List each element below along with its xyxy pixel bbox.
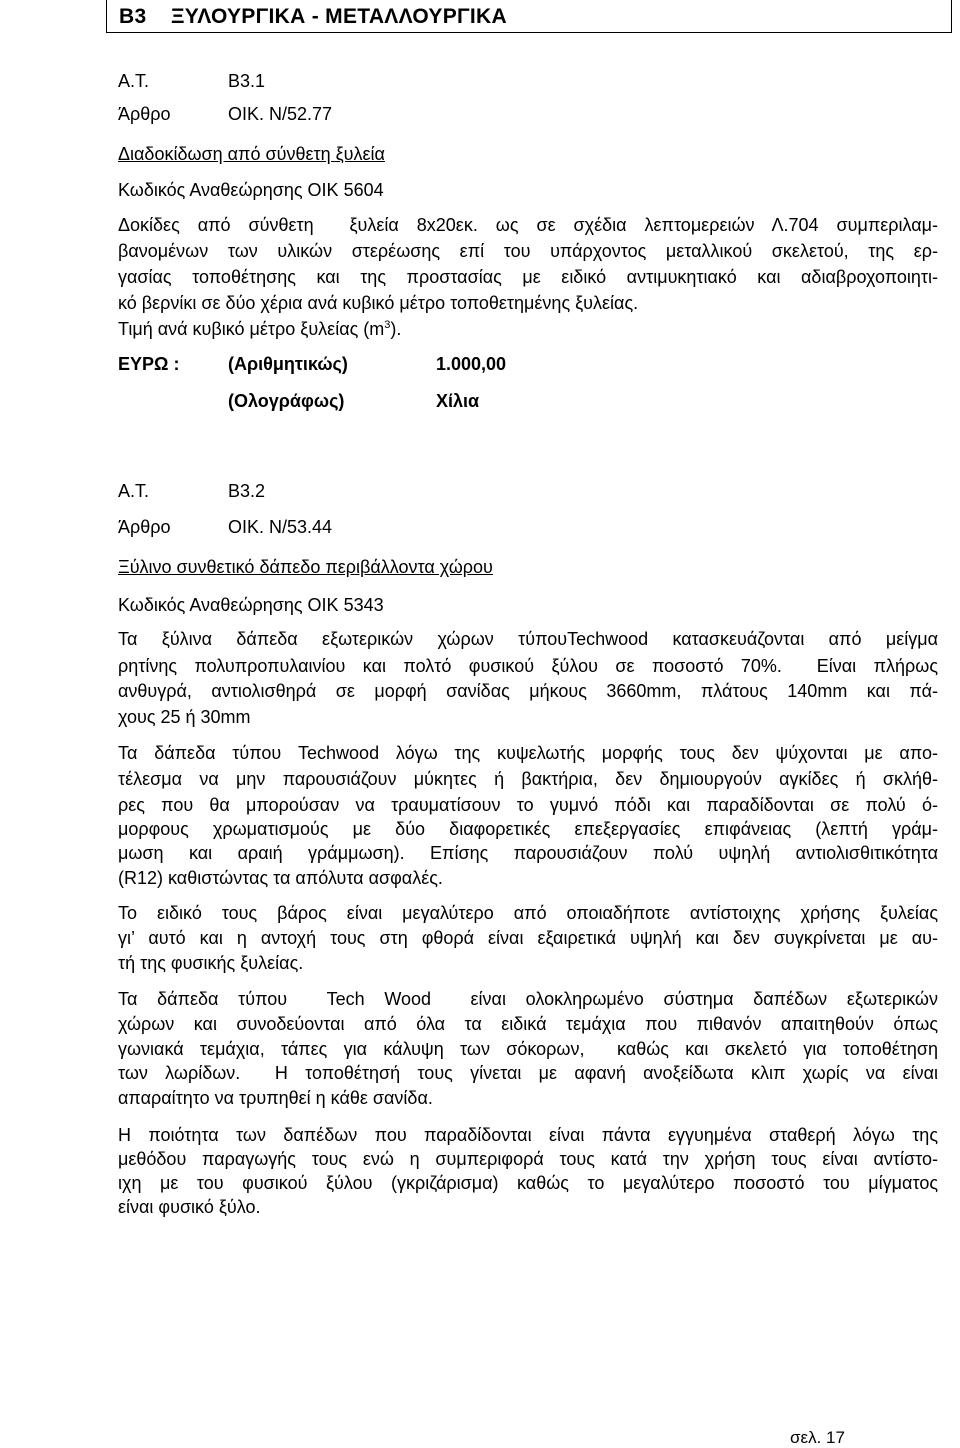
paragraph-line: γωνιακά τεμάχια, τάπες για κάλυψη των σόκορων, καθώς και σκελετό για τοποθέτηση (118, 1039, 938, 1059)
paragraph-line: ανθυγρά, αντιολισθηρά σε μορφή σανίδας μήκους 3660mm, πλάτους 140mm και πά- (118, 681, 938, 701)
paragraph-line: ρες που θα μπορούσαν να τραυματίσουν το γυμνό πόδι και παραδίδονται σε πολύ ό- (118, 795, 938, 815)
paragraph-line: τή της φυσικής ξυλείας. (118, 953, 304, 973)
paragraph-line: (R12) καθιστώντας τα απόλυτα ασφαλές. (118, 868, 443, 888)
paragraph-line: τέλεσμα να μην παρουσιάζουν μύκητες ή βακτήρια, δεν δημιουργούν αγκίδες ή σκλήθ- (118, 769, 938, 789)
description-line: Δοκίδες από σύνθετη ξυλεία 8x20εκ. ως σε σχέδια λεπτομερειών Λ.704 συμπεριλαμ- (118, 215, 938, 235)
revision-code-2: Κωδικός Αναθεώρησης ΟΙΚ 5343 (118, 595, 384, 615)
description-line: γασίας τοποθέτησης και της προστασίας με ειδικό αντιμυκητιακό και αδιαβροχοποιητι- (118, 267, 938, 287)
section-title: B3 ΞΥΛΟΥΡΓΙΚΑ - ΜΕΤΑΛΛΟΥΡΓΙΚΑ (119, 5, 507, 28)
paragraph-line: χώρων και συνοδεύονται από όλα τα ειδικά τεμάχια που πιθανόν απαιτηθούν όπως (118, 1014, 938, 1034)
paragraph-line: είναι φυσικό ξύλο. (118, 1197, 261, 1217)
words-label: (Ολογράφως) (228, 391, 345, 411)
article-value-1: ΟΙΚ. Ν/52.77 (228, 104, 333, 124)
item-title-1: Διαδοκίδωση από σύνθετη ξυλεία (118, 144, 385, 164)
article-label-1: Άρθρο (118, 104, 171, 124)
paragraph-line: Τα ξύλινα δάπεδα εξωτερικών χώρων τύπουTechwood κατασκευάζονται από μείγμα (118, 629, 938, 649)
paragraph-line: γι’ αυτό και η αντοχή τους στη φθορά είναι εξαιρετικά υψηλή και δεν συγκρίνεται με αυ- (118, 928, 938, 948)
paragraph-line: των λωρίδων. Η τοποθέτησή τους γίνεται με αφανή ανοξείδωτα κλιπ χωρίς να είναι (118, 1063, 938, 1083)
at-value-1: Β3.1 (228, 71, 266, 91)
paragraph-line: Η ποιότητα των δαπέδων που παραδίδονται είναι πάντα εγγυημένα σταθερή λόγω της (118, 1125, 938, 1145)
section-header (106, 0, 952, 33)
description-line: κό βερνίκι σε δύο χέρια ανά κυβικό μέτρο τοποθετημένης ξυλείας. (118, 293, 639, 313)
revision-code-1: Κωδικός Αναθεώρησης ΟΙΚ 5604 (118, 180, 384, 200)
article-label-2: Άρθρο (118, 517, 171, 537)
price-numeric: 1.000,00 (436, 354, 507, 374)
at-label-2: Α.Τ. (118, 481, 150, 501)
paragraph-line: μωση και αραιή γράμμωση). Επίσης παρουσιάζουν πολύ υψηλή αντιολισθιτικότητα (118, 843, 938, 863)
description-line: βανομένων των υλικών στερέωσης επί του υπάρχοντος μεταλλικού σκελετού, της ερ- (118, 241, 938, 261)
paragraph-line: ρητίνης πολυπροπυλαινίου και πολτό φυσικού ξύλου σε ποσοστό 70%. Είναι πλήρως (118, 656, 938, 676)
euro-label: ΕΥΡΩ : (118, 354, 180, 374)
numeric-label: (Αριθμητικώς) (228, 354, 348, 374)
paragraph-line: απαραίτητο να τρυπηθεί η κάθε σανίδα. (118, 1088, 433, 1108)
paragraph-line: Το ειδικό τους βάρος είναι μεγαλύτερο από οποιαδήποτε αντίστοιχης χρήσης ξυλείας (118, 903, 938, 923)
article-value-2: ΟΙΚ. Ν/53.44 (228, 517, 333, 537)
paragraph-line: Τα δάπεδα τύπου Tech Wood είναι ολοκληρωμένο σύστημα δαπέδων εξωτερικών (118, 989, 938, 1009)
unit-price-line: Τιμή ανά κυβικό μέτρο ξυλείας $(m^3)$. (118, 319, 402, 339)
paragraph-line: χους 25 ή 30mm (118, 707, 251, 727)
price-words: Χίλια (436, 391, 480, 411)
at-value-2: Β3.2 (228, 481, 266, 501)
paragraph-line: μορφους χρωματισμούς με δύο διαφορετικές επεξεργασίες επιφάνειας (λεπτή γράμ- (118, 819, 938, 839)
paragraph-line: ιχη με του φυσικού ξύλου (γκριζάρισμα) καθώς το μεγαλύτερο ποσοστό του μίγματος (118, 1173, 938, 1193)
at-label-1: Α.Τ. (118, 71, 150, 91)
page-number: σελ. 17 (790, 1428, 845, 1447)
paragraph-line: Τα δάπεδα τύπου Techwood λόγω της κυψελωτής μορφής τους δεν ψύχονται με απο- (118, 743, 938, 763)
paragraph-line: μεθόδου παραγωγής τους ενώ η συμπεριφορά τους κατά την χρήση τους είναι αντίστο- (118, 1149, 938, 1169)
item-title-2: Ξύλινο συνθετικό δάπεδο περιβάλλοντα χώρου (118, 557, 493, 577)
